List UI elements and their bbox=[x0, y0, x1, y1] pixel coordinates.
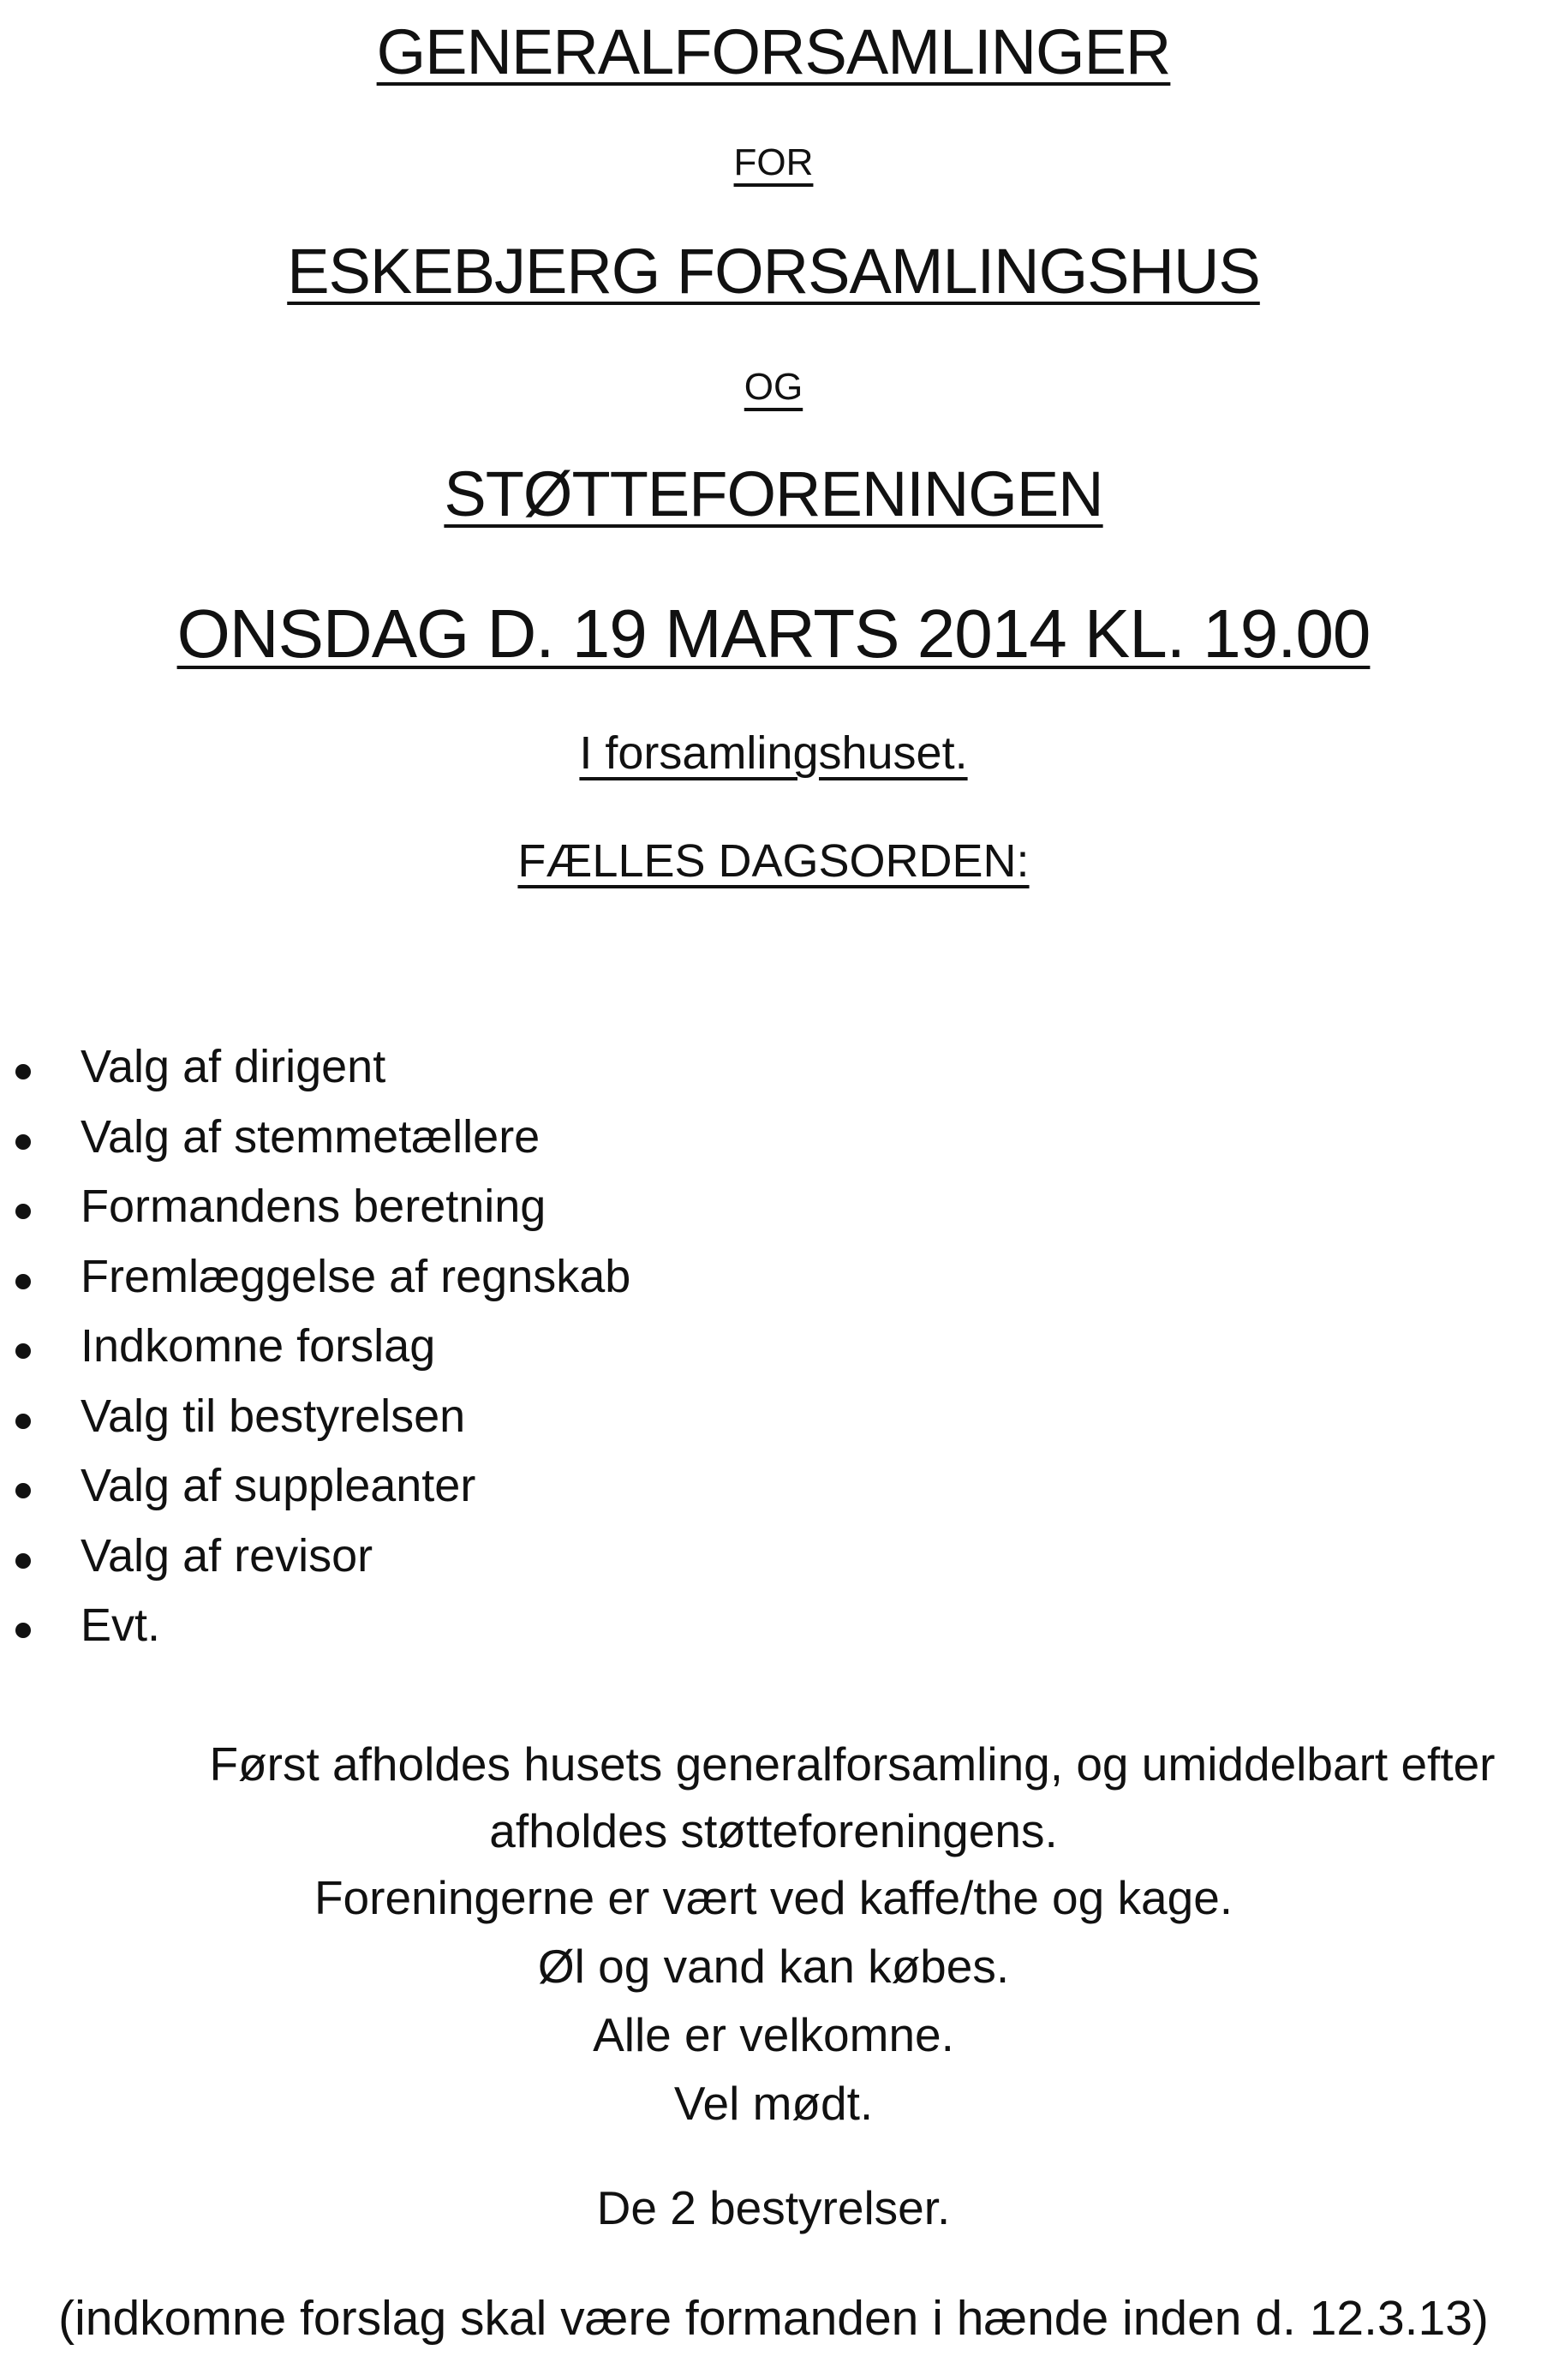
bullet-icon bbox=[15, 1414, 31, 1429]
association-name: STØTTEFORENINGEN bbox=[444, 458, 1103, 529]
info-line-drinks: Øl og vand kan købes. bbox=[537, 1940, 1010, 1993]
bullet-icon bbox=[15, 1623, 31, 1638]
info-line-refreshments: Foreningerne er vært ved kaffe/the og kage. bbox=[314, 1871, 1233, 1924]
info-line-welcome: Alle er velkomne. bbox=[593, 2008, 954, 2061]
info-line-greeting: Vel mødt. bbox=[673, 2077, 874, 2130]
bullet-icon bbox=[15, 1483, 31, 1498]
meeting-location: I forsamlingshuset. bbox=[579, 727, 968, 779]
signature: De 2 bestyrelser. bbox=[596, 2181, 951, 2234]
info-line-order: Først afholdes husets generalforsamling, og umiddelbart efter bbox=[209, 1737, 1496, 1791]
info-line-support: afholdes støtteforeningens. bbox=[489, 1804, 1058, 1857]
deadline-note: (indkomne forslag skal være formanden i hænde inden d. 12.3.13) bbox=[58, 2291, 1489, 2346]
bullet-icon bbox=[15, 1204, 31, 1219]
title-general-meetings: GENERALFORSAMLINGER bbox=[376, 16, 1171, 87]
bullet-icon bbox=[15, 1343, 31, 1359]
connector-for: FOR bbox=[733, 141, 814, 183]
bullet-icon bbox=[15, 1064, 31, 1079]
bullet-icon bbox=[15, 1553, 31, 1569]
meeting-date: ONSDAG D. 19 MARTS 2014 KL. 19.00 bbox=[176, 595, 1371, 672]
connector-and: OG bbox=[744, 366, 803, 408]
bullet-icon bbox=[15, 1134, 31, 1150]
agenda-heading: FÆLLES DAGSORDEN: bbox=[517, 835, 1030, 887]
bullet-icon bbox=[15, 1274, 31, 1289]
venue-name: ESKEBJERG FORSAMLINGSHUS bbox=[287, 236, 1260, 307]
